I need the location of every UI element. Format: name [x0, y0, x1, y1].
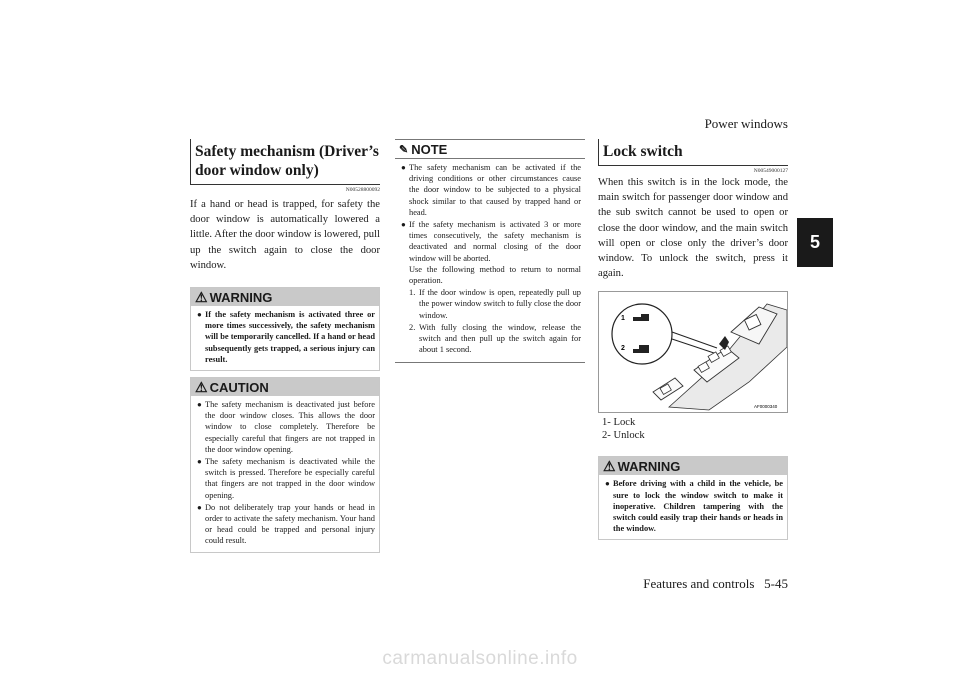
section-code: N00549000127 — [753, 168, 788, 174]
lock-switch-figure — [598, 291, 788, 413]
list-item: ● Before driving with a child in the vehicle, be sure to lock the window switch to make it inoperative. Children tampering with the switch could easily trap their hands or heads in the window. — [605, 479, 783, 534]
left-column — [190, 139, 380, 553]
lock-position-icon — [633, 317, 649, 321]
warning-triangle-icon: ⚠ — [603, 457, 616, 474]
warning-label: WARNING — [617, 458, 681, 474]
note-label: NOTE — [411, 141, 448, 157]
note-pencil-icon: ✎ — [399, 143, 409, 156]
watermark: carmanualsonline.info — [382, 648, 578, 669]
page-header-title: Power windows — [704, 116, 788, 131]
bullet-icon: ● — [401, 220, 406, 230]
note-body — [395, 159, 585, 363]
list-item: ● The safety mechanism is deactivated while the switch is pressed. Therefore be especially careful that fingers are not trapped in the door window opening. — [197, 457, 375, 500]
warning-header — [599, 457, 787, 475]
note-step: 2. With fully closing the window, release the switch and then pull up the switch again for about 1 second. — [409, 322, 581, 355]
caution-header — [191, 378, 379, 396]
caution-triangle-icon: ⚠ — [195, 378, 208, 395]
caution-label: CAUTION — [209, 379, 269, 395]
window-switch-illustration — [599, 292, 787, 412]
section-paragraph: When this switch is in the lock mode, the main switch for passenger door window and the sub switch cannot be used to open or close the door window, and the main switch will open or close only the driver’s door window. To unlock the switch, press it again. — [598, 177, 788, 280]
legend-item-unlock: 2- Unlock — [602, 429, 645, 441]
section-code: N00528800092 — [345, 187, 380, 193]
bullet-icon: ● — [197, 310, 202, 320]
bullet-icon: ● — [197, 457, 202, 467]
bullet-icon: ● — [197, 502, 202, 512]
figure-code: AF0000340 — [754, 404, 778, 410]
callout-2-label: 2 — [621, 345, 625, 353]
section-heading-safety-mechanism: Safety mechanism (Driver’s door window only) — [190, 139, 380, 185]
figure-legend — [598, 417, 788, 442]
legend-item-lock: 1- Lock — [602, 417, 636, 429]
section-heading-lock-switch: Lock switch — [598, 139, 788, 166]
list-item: ● The safety mechanism is deactivated just before the door window closes. This allows the door window to close completely. Therefore be especially careful that fingers are not trapped in the door window opening. — [197, 400, 375, 454]
warning-triangle-icon: ⚠ — [195, 288, 208, 305]
callout-1-label: 1 — [621, 315, 625, 323]
unlock-position-icon — [633, 349, 649, 353]
warning-box — [598, 456, 788, 540]
bullet-icon: ● — [197, 400, 202, 410]
list-item: ● If the safety mechanism is activated three or more times successively, the safety mechanism will be temporarily cancelled. If a hand or head subsequently gets trapped, a serious injury can result. — [197, 310, 375, 364]
list-item: ● Do not deliberately trap your hands or head in order to activate the safety mechanism. Your hand or head could be trapped and personal injury could result. — [197, 502, 375, 546]
zoom-circle — [612, 304, 672, 364]
page-footer: Features and controls 5-45 — [643, 576, 788, 591]
warning-header — [191, 288, 379, 306]
section-paragraph: If a hand or head is trapped, for safety the door window is automatically lowered a little. After the door window is lowered, pull up the switch again to close the door window. — [190, 199, 380, 271]
chapter-tab: 5 — [797, 218, 833, 267]
note-step: 1. If the door window is open, repeatedly pull up the power window switch to fully close the door window. — [409, 288, 581, 320]
warning-box — [190, 287, 380, 371]
caution-box — [190, 377, 380, 553]
right-column — [598, 139, 788, 540]
note-follow-up: Use the following method to return to normal operation. — [409, 264, 581, 286]
bullet-icon: ● — [401, 163, 406, 172]
note-header — [395, 139, 585, 159]
warning-label: WARNING — [209, 289, 273, 305]
bullet-icon: ● — [605, 479, 610, 489]
list-item: ● The safety mechanism can be activated if the driving conditions or other circumstances cause the door window to be subjected to a physical shock similar to that caused by trapped hand or head. — [401, 163, 581, 217]
middle-column — [395, 139, 585, 363]
list-item: ● If the safety mechanism is activated 3 or more times consecutively, the safety mechanism is deactivated and normal closing of the door window will be aborted. Use the following method to return to normal operation. — [401, 220, 581, 286]
